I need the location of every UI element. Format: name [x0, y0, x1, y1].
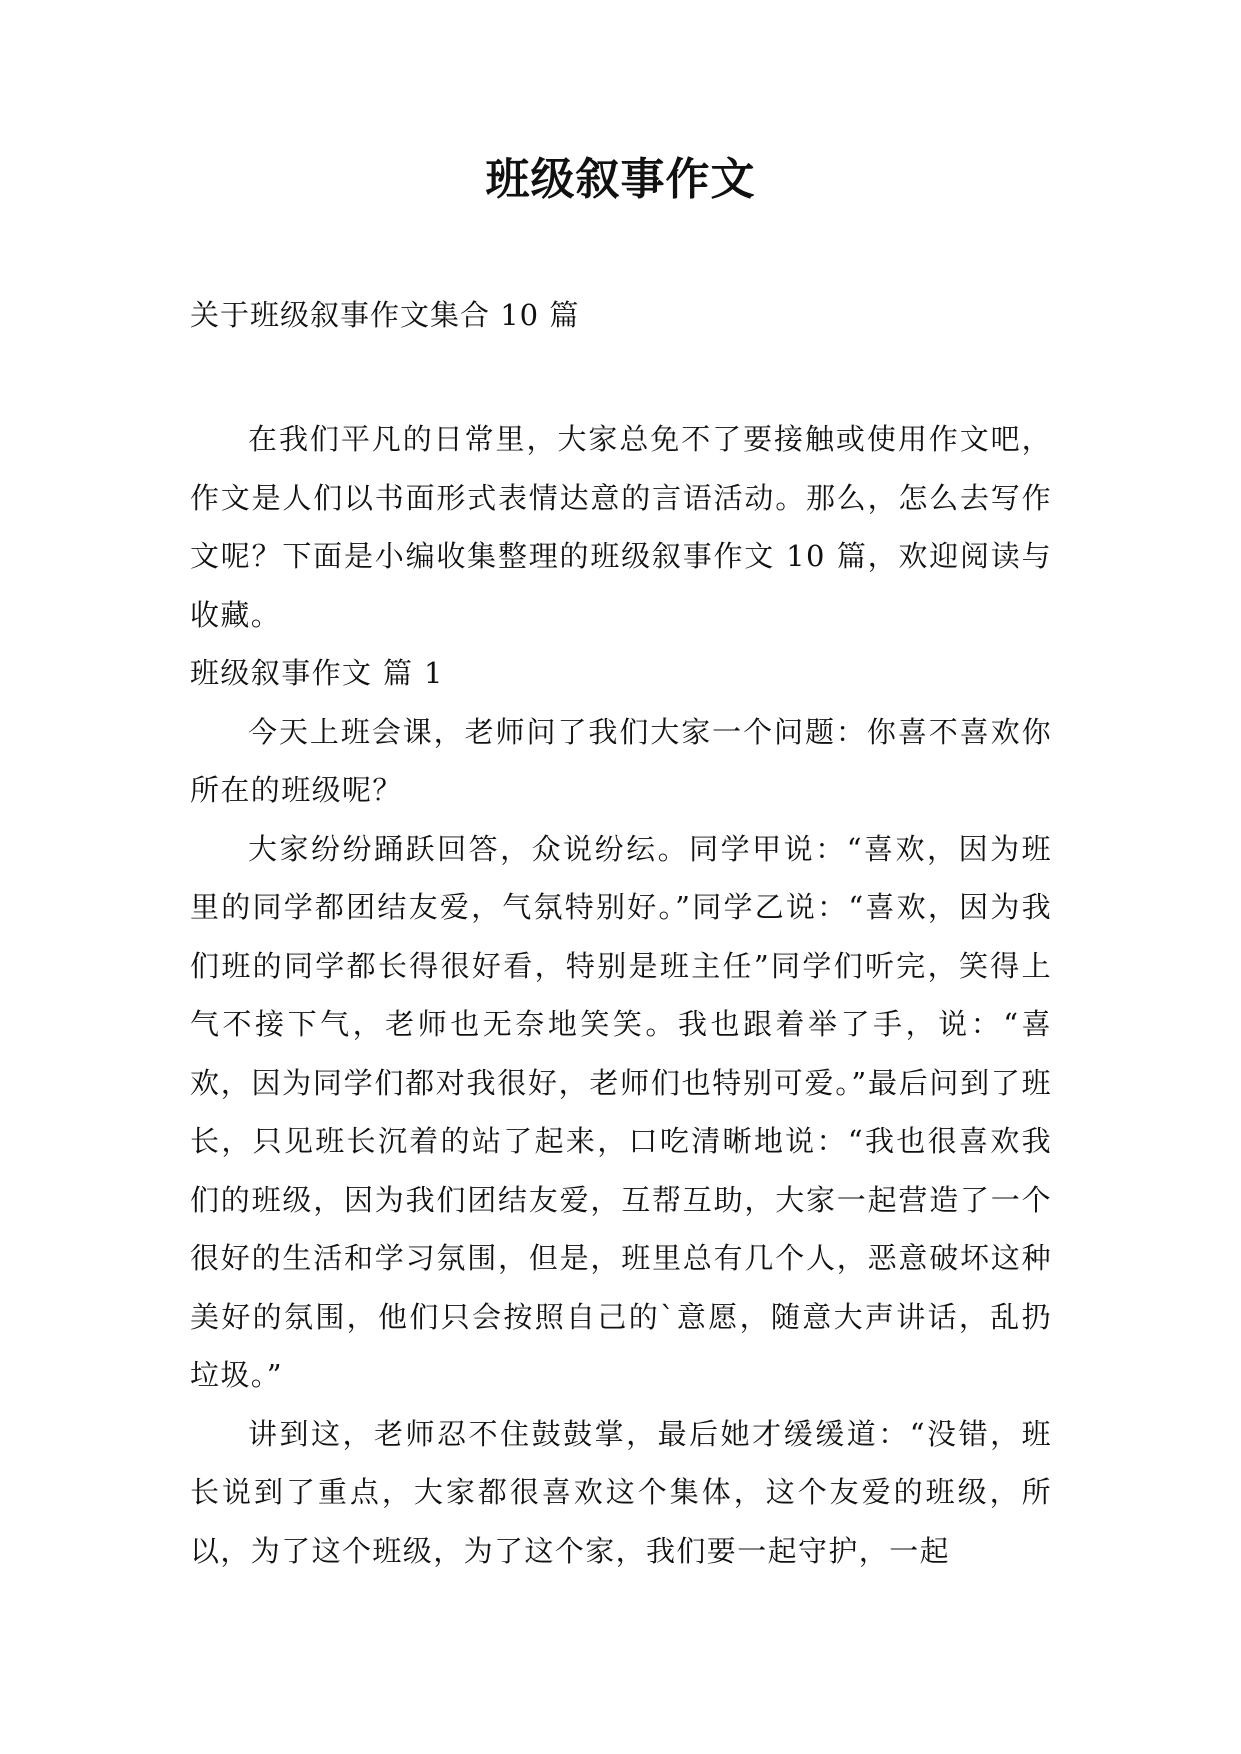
document-body — [190, 410, 1052, 1580]
document-title: 班级叙事作文 — [485, 154, 756, 205]
body-paragraph: 大家纷纷踊跃回答，众说纷纭。同学甲说：“喜欢，因为班里的同学都团结友爱，气氛特别好。”同学乙说：“喜欢，因为我们班的同学都长得很好看，特别是班主任”同学们听完，笑得上气不接下气，老师也无奈地笑笑。我也跟着举了手，说：“喜欢，因为同学们都对我很好，老师们也特别可爱。”最后问到了班长，只见班长沉着的站了起来，口吃清晰地说：“我也很喜欢我们的班级，因为我们团结友爱，互帮互助，大家一起营造了一个很好的生活和学习氛围，但是，班里总有几个人，恶意破坏这种美好的氛围，他们只会按照自己的`意愿，随意大声讲话，乱扔垃圾。” — [190, 831, 1052, 1392]
document-subtitle: 关于班级叙事作文集合 10 篇 — [190, 298, 580, 332]
section-heading: 班级叙事作文 篇 1 — [190, 656, 444, 690]
body-paragraph: 讲到这，老师忍不住鼓鼓掌，最后她才缓缓道：“没错，班长说到了重点，大家都很喜欢这个集体，这个友爱的班级，所以，为了这个班级，为了这个家，我们要一起守护，一起 — [190, 1416, 1052, 1568]
body-paragraph: 今天上班会课，老师问了我们大家一个问题：你喜不喜欢你所在的班级呢？ — [190, 714, 1052, 807]
intro-paragraph: 在我们平凡的日常里，大家总免不了要接触或使用作文吧，作文是人们以书面形式表情达意的言语活动。那么，怎么去写作文呢？下面是小编收集整理的班级叙事作文 10 篇，欢迎阅读与收藏。 — [190, 422, 1052, 632]
